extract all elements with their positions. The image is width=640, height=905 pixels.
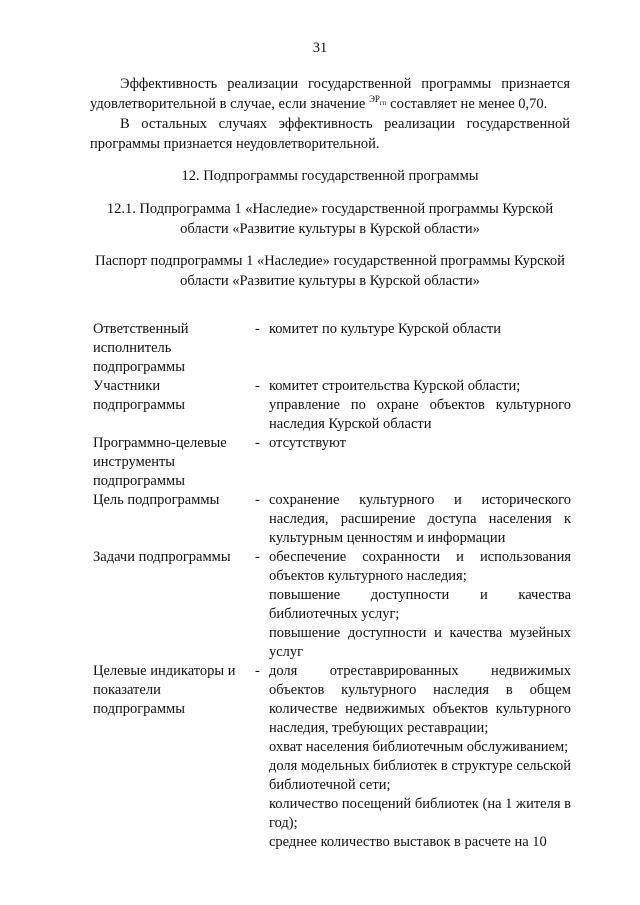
value-item: повышение доступности и качества библиотечных услуг;	[269, 587, 571, 622]
row-value	[269, 548, 571, 662]
row-label: Задачи подпрограммы	[93, 549, 231, 565]
value-item: комитет по культуре Курской области	[269, 321, 501, 337]
p1-text-before: Эффективность реализации государственной программы признается удовлетворительной в случае, если значение	[90, 76, 570, 112]
dash: -	[255, 663, 260, 679]
passport-row-indicators	[93, 662, 571, 852]
row-value	[269, 491, 571, 548]
value-item: доля отреставрированных недвижимых объектов культурного наследия в общем количестве недвижимых объектов культурного наследия, требующих реставрации;	[269, 663, 571, 736]
row-value	[269, 377, 571, 434]
row-value	[269, 434, 571, 491]
value-item: сохранение культурного и исторического наследия, расширение доступа населения к культурным ценностям и информации	[269, 492, 571, 546]
dash: -	[255, 549, 260, 565]
row-label: Участники подпрограммы	[93, 378, 185, 413]
paragraph-efficiency-unsatisfactory: В остальных случаях эффективность реализации государственной программы признается неудовлетворительной.	[90, 116, 570, 152]
value-item: охват населения библиотечным обслуживанием;	[269, 739, 569, 755]
value-item: среднее количество выставок в расчете на 10	[269, 834, 547, 850]
row-label: Цель подпрограммы	[93, 492, 220, 508]
row-label: Ответственный исполнитель подпрограммы	[93, 321, 189, 375]
passport-row-participants	[93, 377, 571, 434]
passport-row-instruments	[93, 434, 571, 491]
page-number: 31	[312, 40, 328, 56]
value-item: отсутствуют	[269, 435, 346, 451]
ep-subscript: гп	[379, 98, 387, 107]
passport-title: Паспорт подпрограммы 1 «Наследие» государственной программы Курской области «Развитие культуры в Курской области»	[95, 253, 565, 289]
value-item: обеспечение сохранности и использования объектов культурного наследия;	[269, 549, 571, 584]
paragraph-efficiency-satisfactory	[90, 74, 570, 119]
section-12-heading: 12. Подпрограммы государственной программы	[181, 168, 479, 184]
value-item: управление по охране объектов культурного наследия Курской области	[269, 397, 571, 432]
p1-text-after: составляет не менее 0,70.	[386, 96, 548, 112]
value-item: количество посещений библиотек (на 1 жителя в год);	[269, 796, 571, 831]
dash: -	[255, 321, 260, 337]
row-value	[269, 320, 571, 377]
ep-indicator	[368, 94, 387, 107]
dash: -	[255, 492, 260, 508]
section-121-heading: 12.1. Подпрограмма 1 «Наследие» государственной программы Курской области «Развитие культуры в Курской области»	[106, 201, 554, 237]
dash: -	[255, 435, 260, 451]
passport-table	[93, 320, 571, 852]
passport-row-responsible	[93, 320, 571, 377]
value-item: повышение доступности и качества музейных услуг	[269, 625, 571, 660]
passport-row-tasks	[93, 548, 571, 662]
value-item: комитет строительства Курской области;	[269, 378, 521, 394]
row-value	[269, 662, 571, 852]
row-label: Программно-целевые инструменты подпрограммы	[93, 435, 227, 489]
passport-row-goal	[93, 491, 571, 548]
dash: -	[255, 378, 260, 394]
ep-symbol: ЭР	[368, 94, 380, 104]
row-label: Целевые индикаторы и показатели подпрограммы	[93, 663, 236, 717]
value-item: доля модельных библиотек в структуре сельской библиотечной сети;	[269, 758, 571, 793]
